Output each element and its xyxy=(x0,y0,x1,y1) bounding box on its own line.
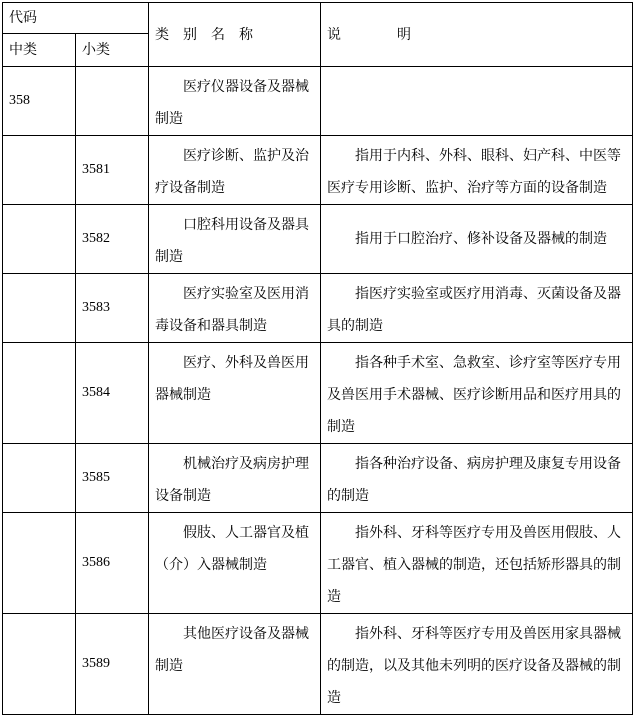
table-row xyxy=(3,205,633,274)
category-name: 假肢、人工器官及植（介）入器械制造 xyxy=(149,513,321,614)
small-code: 3585 xyxy=(76,444,149,513)
middle-code xyxy=(3,205,76,274)
category-name: 医疗诊断、监护及治疗设备制造 xyxy=(149,136,321,205)
category-description: 指用于口腔治疗、修补设备及器械的制造 xyxy=(321,205,633,274)
small-code: 3584 xyxy=(76,343,149,444)
middle-code xyxy=(3,343,76,444)
middle-code xyxy=(3,614,76,715)
small-code: 3581 xyxy=(76,136,149,205)
header-description: 说 明 xyxy=(321,3,633,67)
table-row xyxy=(3,274,633,343)
category-description: 指医疗实验室或医疗用消毒、灭菌设备及器具的制造 xyxy=(321,274,633,343)
small-code: 3586 xyxy=(76,513,149,614)
middle-code: 358 xyxy=(3,67,76,136)
middle-code xyxy=(3,136,76,205)
header-middle: 中类 xyxy=(3,34,76,67)
table-row xyxy=(3,67,633,136)
header-category: 类 别 名 称 xyxy=(149,3,321,67)
category-name: 医疗、外科及兽医用器械制造 xyxy=(149,343,321,444)
industry-code-table xyxy=(2,2,633,715)
category-description: 指外科、牙科等医疗专用及兽医用假肢、人工器官、植入器械的制造，还包括矫形器具的制造 xyxy=(321,513,633,614)
category-name: 医疗仪器设备及器械制造 xyxy=(149,67,321,136)
middle-code xyxy=(3,444,76,513)
small-code: 3589 xyxy=(76,614,149,715)
category-description xyxy=(321,67,633,136)
category-description: 指用于内科、外科、眼科、妇产科、中医等医疗专用诊断、监护、治疗等方面的设备制造 xyxy=(321,136,633,205)
small-code xyxy=(76,67,149,136)
header-small: 小类 xyxy=(76,34,149,67)
table-row xyxy=(3,513,633,614)
table-row xyxy=(3,614,633,715)
small-code: 3582 xyxy=(76,205,149,274)
header-code: 代码 xyxy=(3,3,149,34)
category-name: 医疗实验室及医用消毒设备和器具制造 xyxy=(149,274,321,343)
category-description: 指外科、牙科等医疗专用及兽医用家具器械的制造，以及其他未列明的医疗设备及器械的制造 xyxy=(321,614,633,715)
category-name: 机械治疗及病房护理设备制造 xyxy=(149,444,321,513)
category-name: 其他医疗设备及器械制造 xyxy=(149,614,321,715)
table-row xyxy=(3,444,633,513)
small-code: 3583 xyxy=(76,274,149,343)
category-description: 指各种治疗设备、病房护理及康复专用设备的制造 xyxy=(321,444,633,513)
category-description: 指各种手术室、急救室、诊疗室等医疗专用及兽医用手术器械、医疗诊断用品和医疗用具的制造 xyxy=(321,343,633,444)
header-row-top xyxy=(3,3,633,34)
middle-code xyxy=(3,274,76,343)
table-row xyxy=(3,136,633,205)
category-name: 口腔科用设备及器具制造 xyxy=(149,205,321,274)
middle-code xyxy=(3,513,76,614)
table-row xyxy=(3,343,633,444)
